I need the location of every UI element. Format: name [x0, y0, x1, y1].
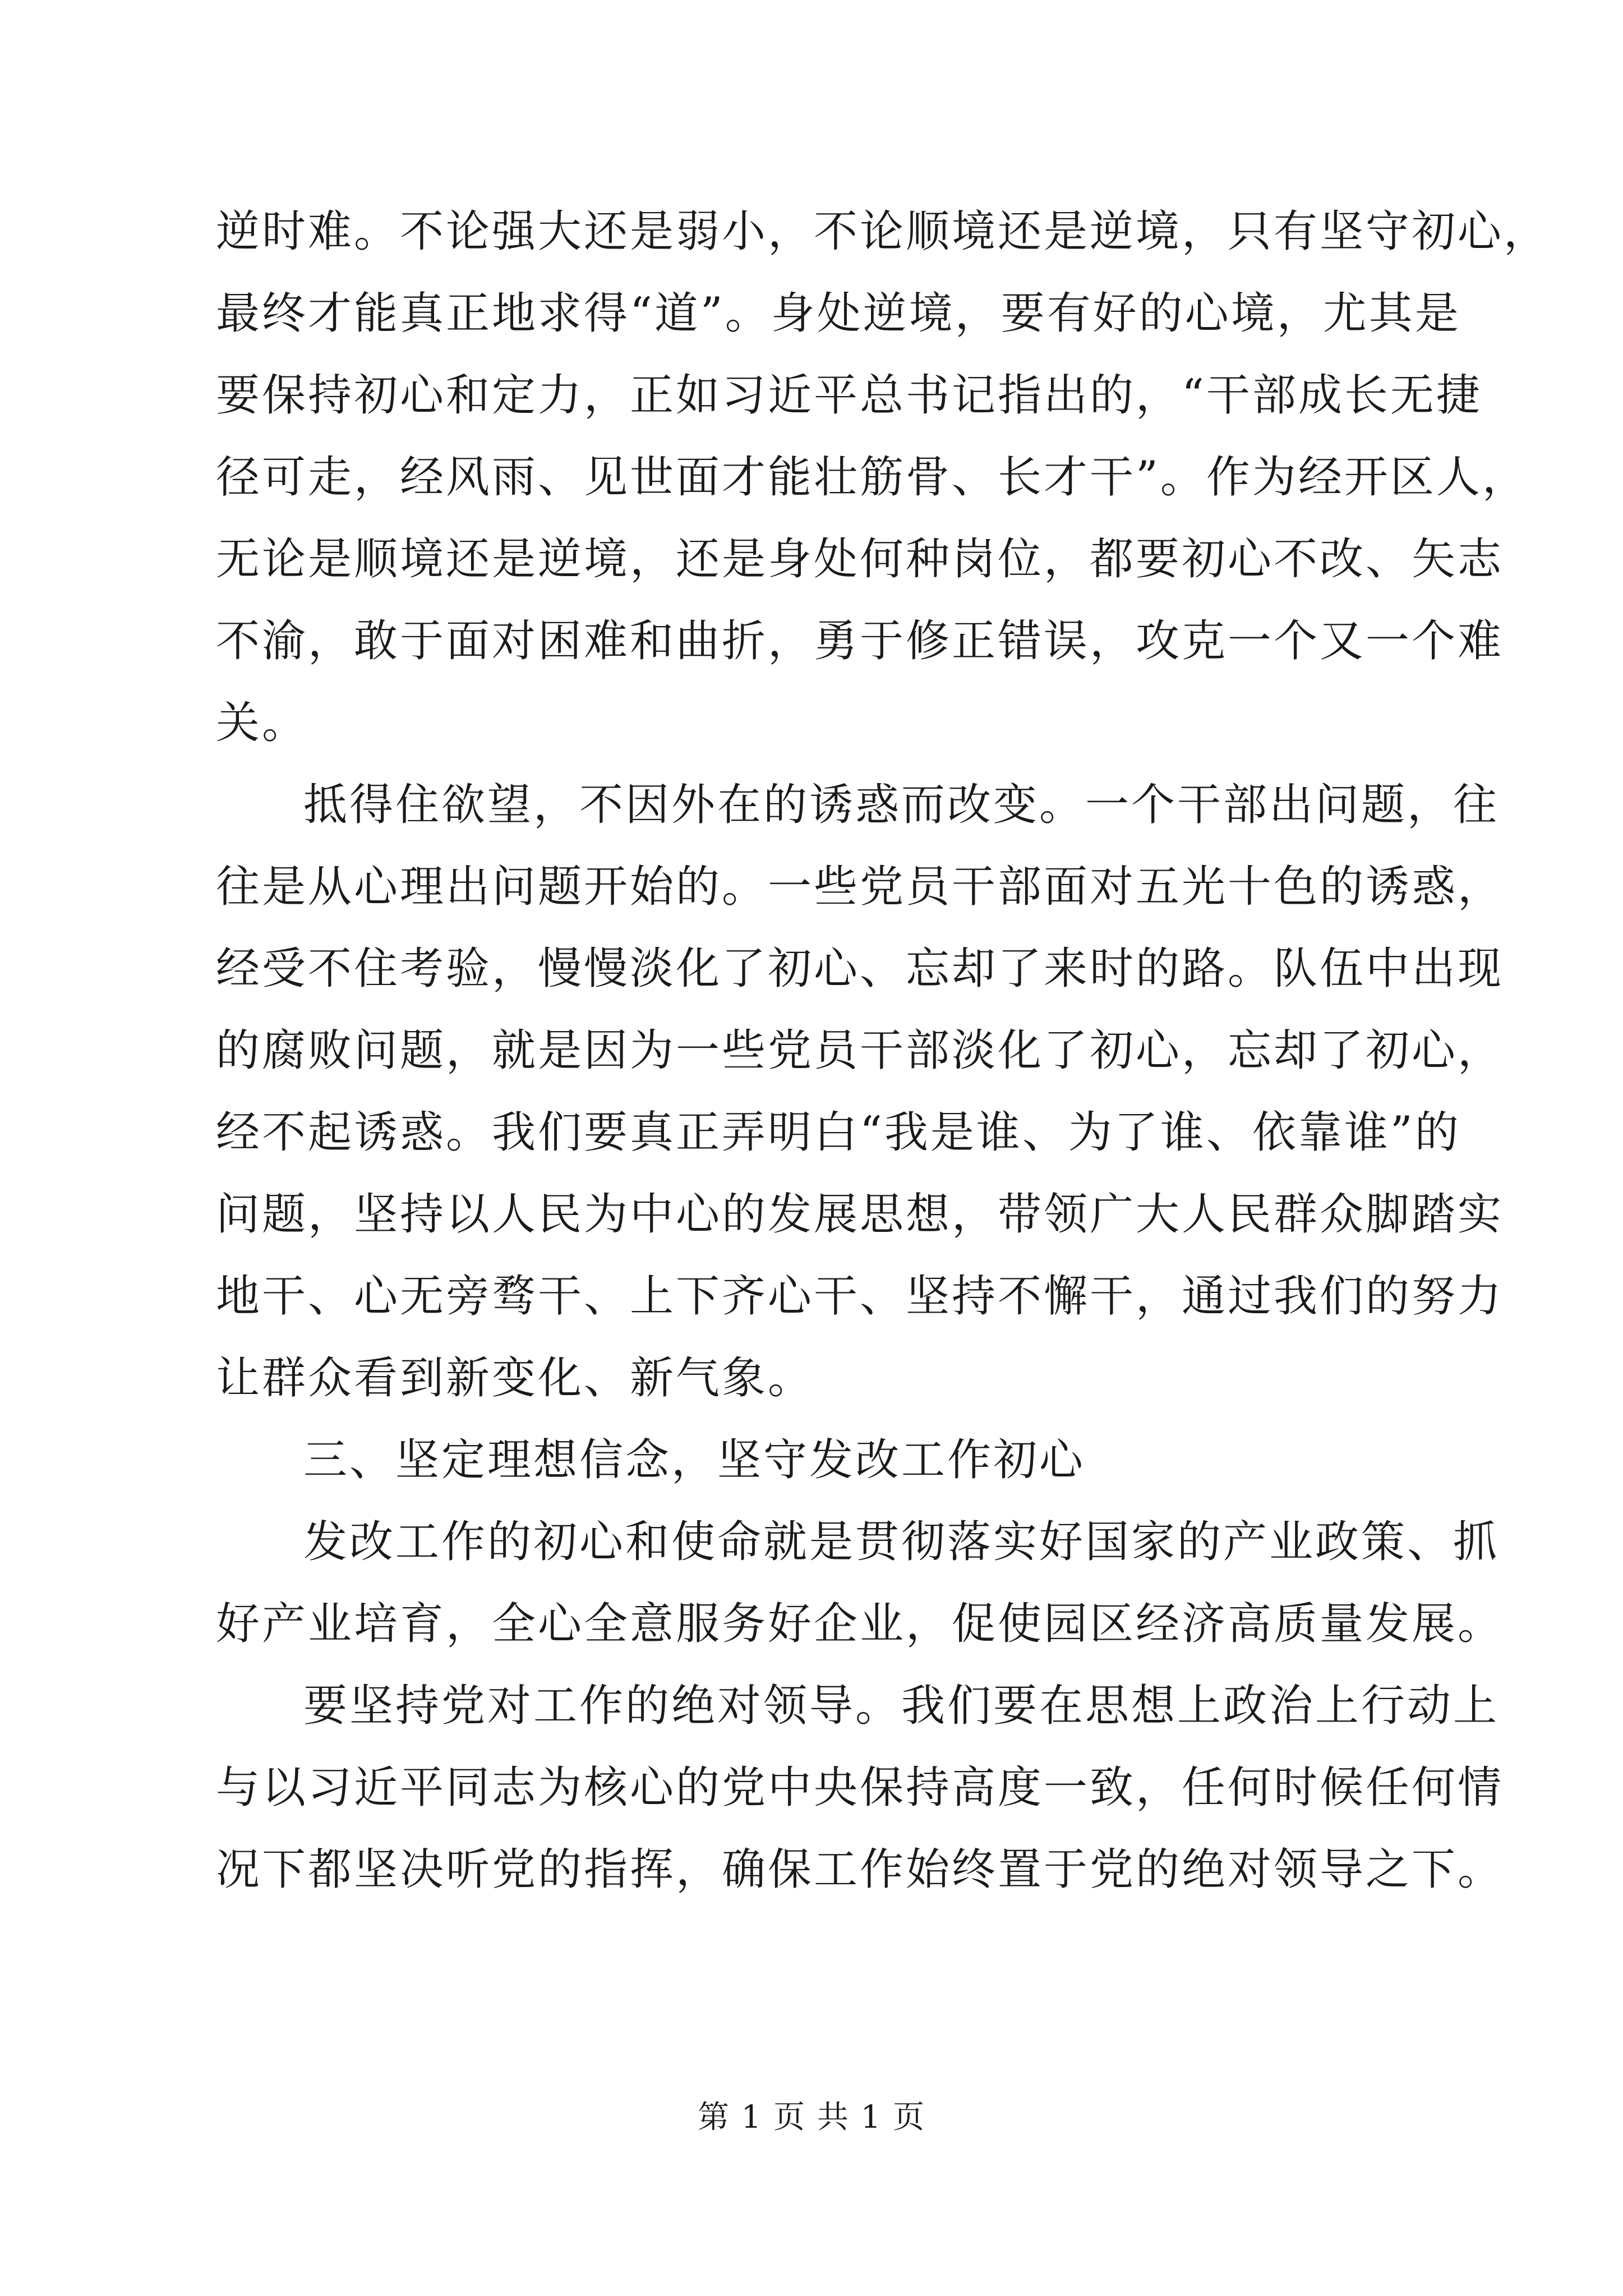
text-line: 与以习近平同志为核心的党中央保持高度一致，任何时候任何情: [216, 1763, 1504, 1813]
paragraph-first-line: 发改工作的初心和使命就是贯彻落实好国家的产业政策、抓: [303, 1517, 1500, 1567]
text-line: 的腐败问题，就是因为一些党员干部淡化了初心，忘却了初心，: [216, 1025, 1504, 1076]
text-line: 好产业培育，全心全意服务好企业，促使园区经济高质量发展。: [216, 1599, 1504, 1649]
text-line: 要保持初心和定力，正如习近平总书记指出的，“干部成长无捷: [216, 370, 1482, 421]
text-line: 最终才能真正地求得“道”。身处逆境，要有好的心境，尤其是: [216, 288, 1461, 339]
text-line: 逆时难。不论强大还是弱小，不论顺境还是逆境，只有坚守初心，: [216, 206, 1550, 257]
text-line: 问题，坚持以人民为中心的发展思想，带领广大人民群众脚踏实: [216, 1189, 1504, 1240]
paragraph-first-line: 抵得住欲望，不因外在的诱惑而改变。一个干部出问题，往: [303, 780, 1500, 830]
document-body: [216, 191, 1550, 1911]
section-heading: 三、坚定理想信念，坚守发改工作初心: [303, 1435, 1086, 1485]
text-line: 经受不住考验，慢慢淡化了初心、忘却了来时的路。队伍中出现: [216, 944, 1504, 994]
text-line: 让群众看到新变化、新气象。: [216, 1353, 814, 1404]
page-number-footer: 第 1 页 共 1 页: [697, 2099, 926, 2136]
text-line: 况下都坚决听党的指挥，确保工作始终置于党的绝对领导之下。: [216, 1844, 1504, 1895]
text-line: 不渝，敢于面对困难和曲折，勇于修正错误，攻克一个又一个难: [216, 616, 1504, 666]
text-line: 经不起诱惑。我们要真正弄明白“我是谁、为了谁、依靠谁”的: [216, 1107, 1461, 1158]
text-line: 关。: [216, 698, 308, 748]
paragraph-first-line: 要坚持党对工作的绝对领导。我们要在思想上政治上行动上: [303, 1681, 1500, 1731]
text-line: 地干、心无旁骛干、上下齐心干、坚持不懈干，通过我们的努力: [216, 1271, 1504, 1322]
text-line: 径可走，经风雨、见世面才能壮筋骨、长才干”。作为经开区人，: [216, 452, 1528, 503]
text-line: 无论是顺境还是逆境，还是身处何种岗位，都要初心不改、矢志: [216, 534, 1504, 585]
text-line: 往是从心理出问题开始的。一些党员干部面对五光十色的诱惑，: [216, 862, 1504, 912]
